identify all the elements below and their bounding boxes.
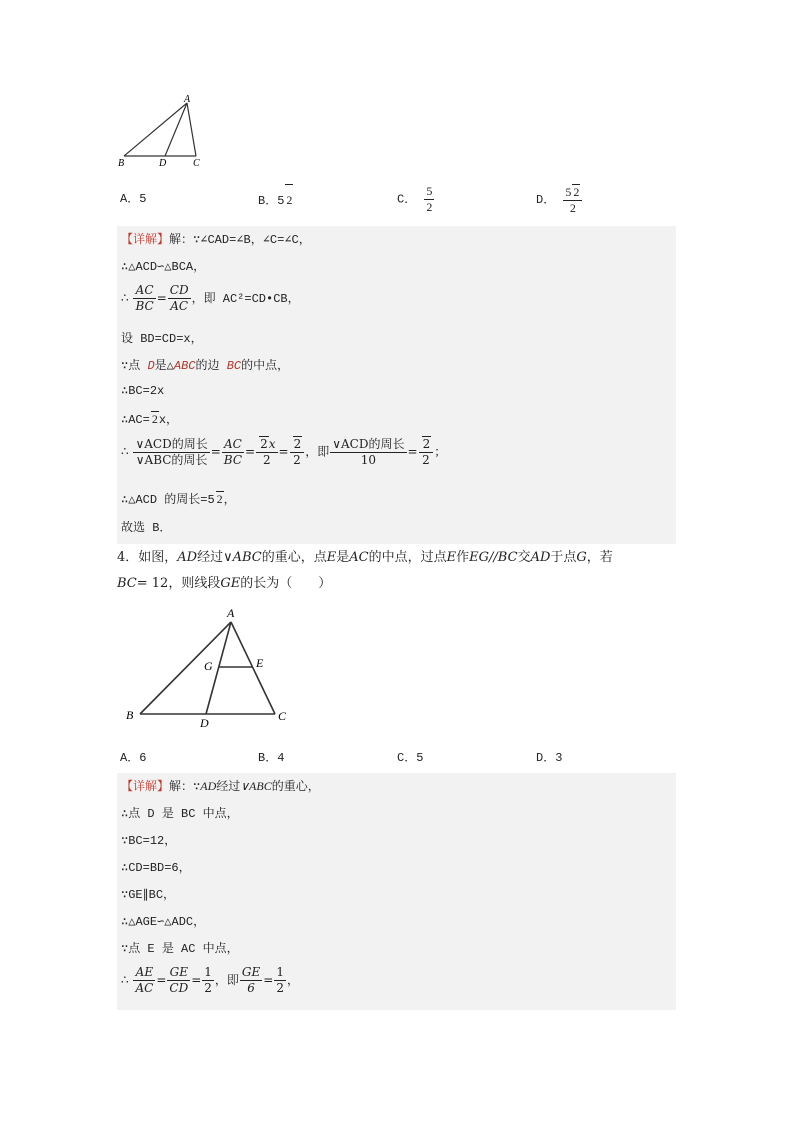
text: ABC: [173, 359, 196, 373]
frac-den: 2: [422, 453, 430, 467]
sol4-line5: ∵GE∥BC，: [121, 888, 176, 902]
frac-den: 2: [426, 200, 433, 214]
text: ∴△ACD 的周长=5: [121, 493, 215, 507]
fraction: [290, 436, 305, 468]
radical: 2: [151, 412, 158, 426]
text: x，: [158, 413, 179, 427]
option-d-fraction: [563, 184, 582, 216]
frac-num: CD: [169, 283, 189, 297]
label-A: A: [227, 606, 235, 620]
frac-num: ∨ACD的周长: [332, 436, 405, 451]
label-B: B: [118, 158, 125, 169]
radical: 2: [260, 437, 268, 451]
sol3-line4: 设 BD=CD=x，: [121, 332, 203, 346]
text: ∴: [121, 444, 129, 459]
option-c[interactable]: [397, 184, 435, 215]
option-b-text: B．5: [258, 194, 285, 208]
frac-num: GE: [241, 965, 261, 979]
frac-den: 2: [204, 981, 212, 995]
fraction: [274, 965, 286, 996]
solution-q3: [117, 226, 676, 544]
frac-den: CD: [169, 981, 189, 995]
text: x: [268, 437, 276, 451]
text: 经过: [216, 780, 241, 794]
frac-num: [290, 436, 305, 453]
option-b[interactable]: [258, 184, 293, 216]
frac-num: [563, 184, 582, 201]
frac-num: [419, 436, 434, 453]
frac-den: ∨ABC的周长: [135, 452, 208, 467]
label-A: A: [184, 94, 191, 105]
frac-den: BC: [223, 452, 243, 467]
frac-num: ∨ACD的周长: [135, 436, 208, 451]
sol3-line1: [121, 230, 311, 247]
text: AC: [349, 550, 369, 565]
triangle-figure-q3: [112, 92, 212, 172]
text: 的中点，过点: [368, 550, 447, 565]
option-d[interactable]: [536, 184, 583, 216]
label-E: E: [256, 656, 264, 670]
text: D: [147, 359, 155, 373]
text: ，即 AC²=CD•CB，: [191, 292, 300, 306]
text: ，即: [214, 973, 239, 987]
frac-num: GE: [167, 965, 190, 981]
num-radical: 2: [573, 185, 580, 199]
frac-num: AC: [133, 283, 155, 299]
fraction: [133, 283, 155, 314]
option-b-radical: 2: [285, 184, 293, 215]
text: G: [576, 550, 587, 565]
fraction: [168, 283, 191, 314]
sol3-line9: [121, 490, 236, 507]
frac-num: 1: [204, 965, 212, 979]
text: AD: [530, 550, 551, 565]
text: 于点: [550, 550, 577, 565]
sol4-line6: ∴△AGE∽△ADC，: [121, 915, 206, 929]
text: 的重心，点: [261, 550, 327, 565]
fraction: [167, 965, 190, 996]
text: ，: [223, 493, 236, 507]
frac-den: AC: [135, 981, 154, 995]
options-q4: [120, 743, 680, 773]
text: ，若: [586, 550, 613, 565]
options-q3: [120, 184, 680, 214]
text: 解：∵∠CAD=∠B，∠C=∠C，: [169, 233, 311, 247]
label-B: B: [126, 708, 134, 722]
text: ∨ABC: [240, 779, 272, 793]
sol4-line1: [121, 777, 320, 794]
option-c-text: C．: [397, 192, 417, 207]
frac-den: 10: [360, 452, 376, 467]
text: 的边: [195, 359, 227, 373]
fraction: [222, 437, 244, 468]
option-c[interactable]: C．5: [397, 751, 424, 765]
text: ∨ABC: [223, 550, 262, 565]
sol3-line5: [121, 356, 289, 373]
text: EG//BC: [469, 550, 518, 565]
sol4-line7: ∵点 E 是 AC 中点，: [121, 942, 239, 956]
text: 的长为（ ）: [240, 576, 332, 591]
sol4-line2: ∴点 D 是 BC 中点，: [121, 807, 239, 821]
text: 的中点，: [241, 359, 290, 373]
option-d-text: D．: [536, 193, 556, 208]
sol3-line6: ∴BC=2x: [121, 384, 165, 398]
label-C: C: [193, 158, 200, 169]
radical: 2: [422, 437, 431, 451]
sol3-line8: ∴ $\frac{\text{∨ACD的周长}}{\text{∨ABC的周长}}$ = $\frac{AC}{BC}$ = $\frac{2x}{2}$ = $\frac{2}{2}$ ，即 $\frac{\text{∨ACD的周长}}{10}$ = $\frac{2}{2}$ ；: [121, 436, 447, 467]
frac-den: AC: [170, 299, 189, 313]
option-c-fraction: [424, 184, 434, 215]
fraction: [256, 436, 277, 468]
label-D: D: [159, 158, 167, 169]
label-C: C: [278, 709, 287, 723]
sol3-line2: ∴△ACD∽△BCA，: [121, 260, 206, 274]
fraction: [240, 965, 262, 996]
radical: 2: [293, 437, 302, 451]
solution-tag: 【详解】: [121, 780, 170, 794]
text: 是: [336, 550, 350, 565]
question-4-line2: [117, 572, 331, 591]
text: GE: [220, 576, 241, 591]
frac-den: BC: [135, 299, 154, 313]
frac-num: 1: [276, 965, 284, 979]
label-D: D: [200, 716, 209, 730]
text: 是△: [154, 359, 174, 373]
text: E: [326, 550, 337, 565]
text: ，: [286, 973, 299, 987]
text: ∴: [121, 291, 129, 305]
text: 经过: [197, 550, 224, 565]
text: 交: [517, 550, 531, 565]
solution-q4: [117, 773, 676, 1010]
text: ∴: [121, 973, 129, 987]
num-coef: 5: [565, 185, 572, 199]
text: AD: [200, 779, 217, 793]
text: 4．如图，: [117, 550, 178, 565]
frac-den: 2: [293, 453, 301, 467]
frac-den: 2: [569, 201, 576, 215]
frac-den: 2: [262, 453, 271, 467]
fraction: [133, 965, 155, 996]
text: E: [446, 550, 457, 565]
sol3-line7: [121, 410, 178, 427]
fraction: [202, 965, 214, 996]
frac-den: 6: [247, 981, 255, 995]
text: 解：∵: [169, 780, 201, 794]
text: ∵点: [121, 359, 148, 373]
option-d[interactable]: D．3: [536, 751, 563, 765]
sol4-line8: ∴ $\frac{AE}{AC}$ = $\frac{GE}{CD}$ = $\frac{1}{2}$ ，即 $\frac{GE}{6}$ = $\frac{1}{2}$ ，: [121, 965, 299, 995]
text: = 12，则线段: [136, 576, 221, 591]
sol3-line3: ∴ $\frac{AC}{BC}$ = $\frac{CD}{AC}$ ，即 AC²=CD•CB，: [121, 283, 300, 313]
sol3-line10: 故选 B．: [121, 521, 172, 535]
question-4-line1: [117, 546, 613, 565]
option-a[interactable]: A．6: [120, 751, 147, 765]
text: ∴AC=: [121, 413, 150, 427]
fraction: [133, 437, 209, 468]
text: 作: [456, 550, 470, 565]
frac-num: 5: [426, 184, 433, 198]
radical: 2: [216, 492, 223, 506]
text: ，即: [305, 444, 330, 459]
text: ；: [434, 444, 447, 459]
text: BC: [226, 359, 242, 373]
frac-num: AE: [133, 965, 155, 981]
fraction: [419, 436, 434, 468]
text: 的重心，: [271, 780, 320, 794]
sol4-line3: ∵BC=12，: [121, 834, 177, 848]
option-a[interactable]: A．5: [120, 192, 147, 206]
triangle-figure-q4: [118, 602, 298, 732]
label-G: G: [204, 659, 213, 673]
frac-num: [256, 436, 277, 453]
text: BC: [117, 576, 137, 591]
text: AD: [177, 550, 198, 565]
solution-tag: 【详解】: [121, 233, 170, 247]
frac-den: 2: [276, 981, 284, 995]
option-b[interactable]: B．4: [258, 751, 285, 765]
fraction: [330, 437, 406, 468]
sol4-line4: ∴CD=BD=6，: [121, 861, 191, 875]
frac-num: AC: [222, 437, 244, 453]
